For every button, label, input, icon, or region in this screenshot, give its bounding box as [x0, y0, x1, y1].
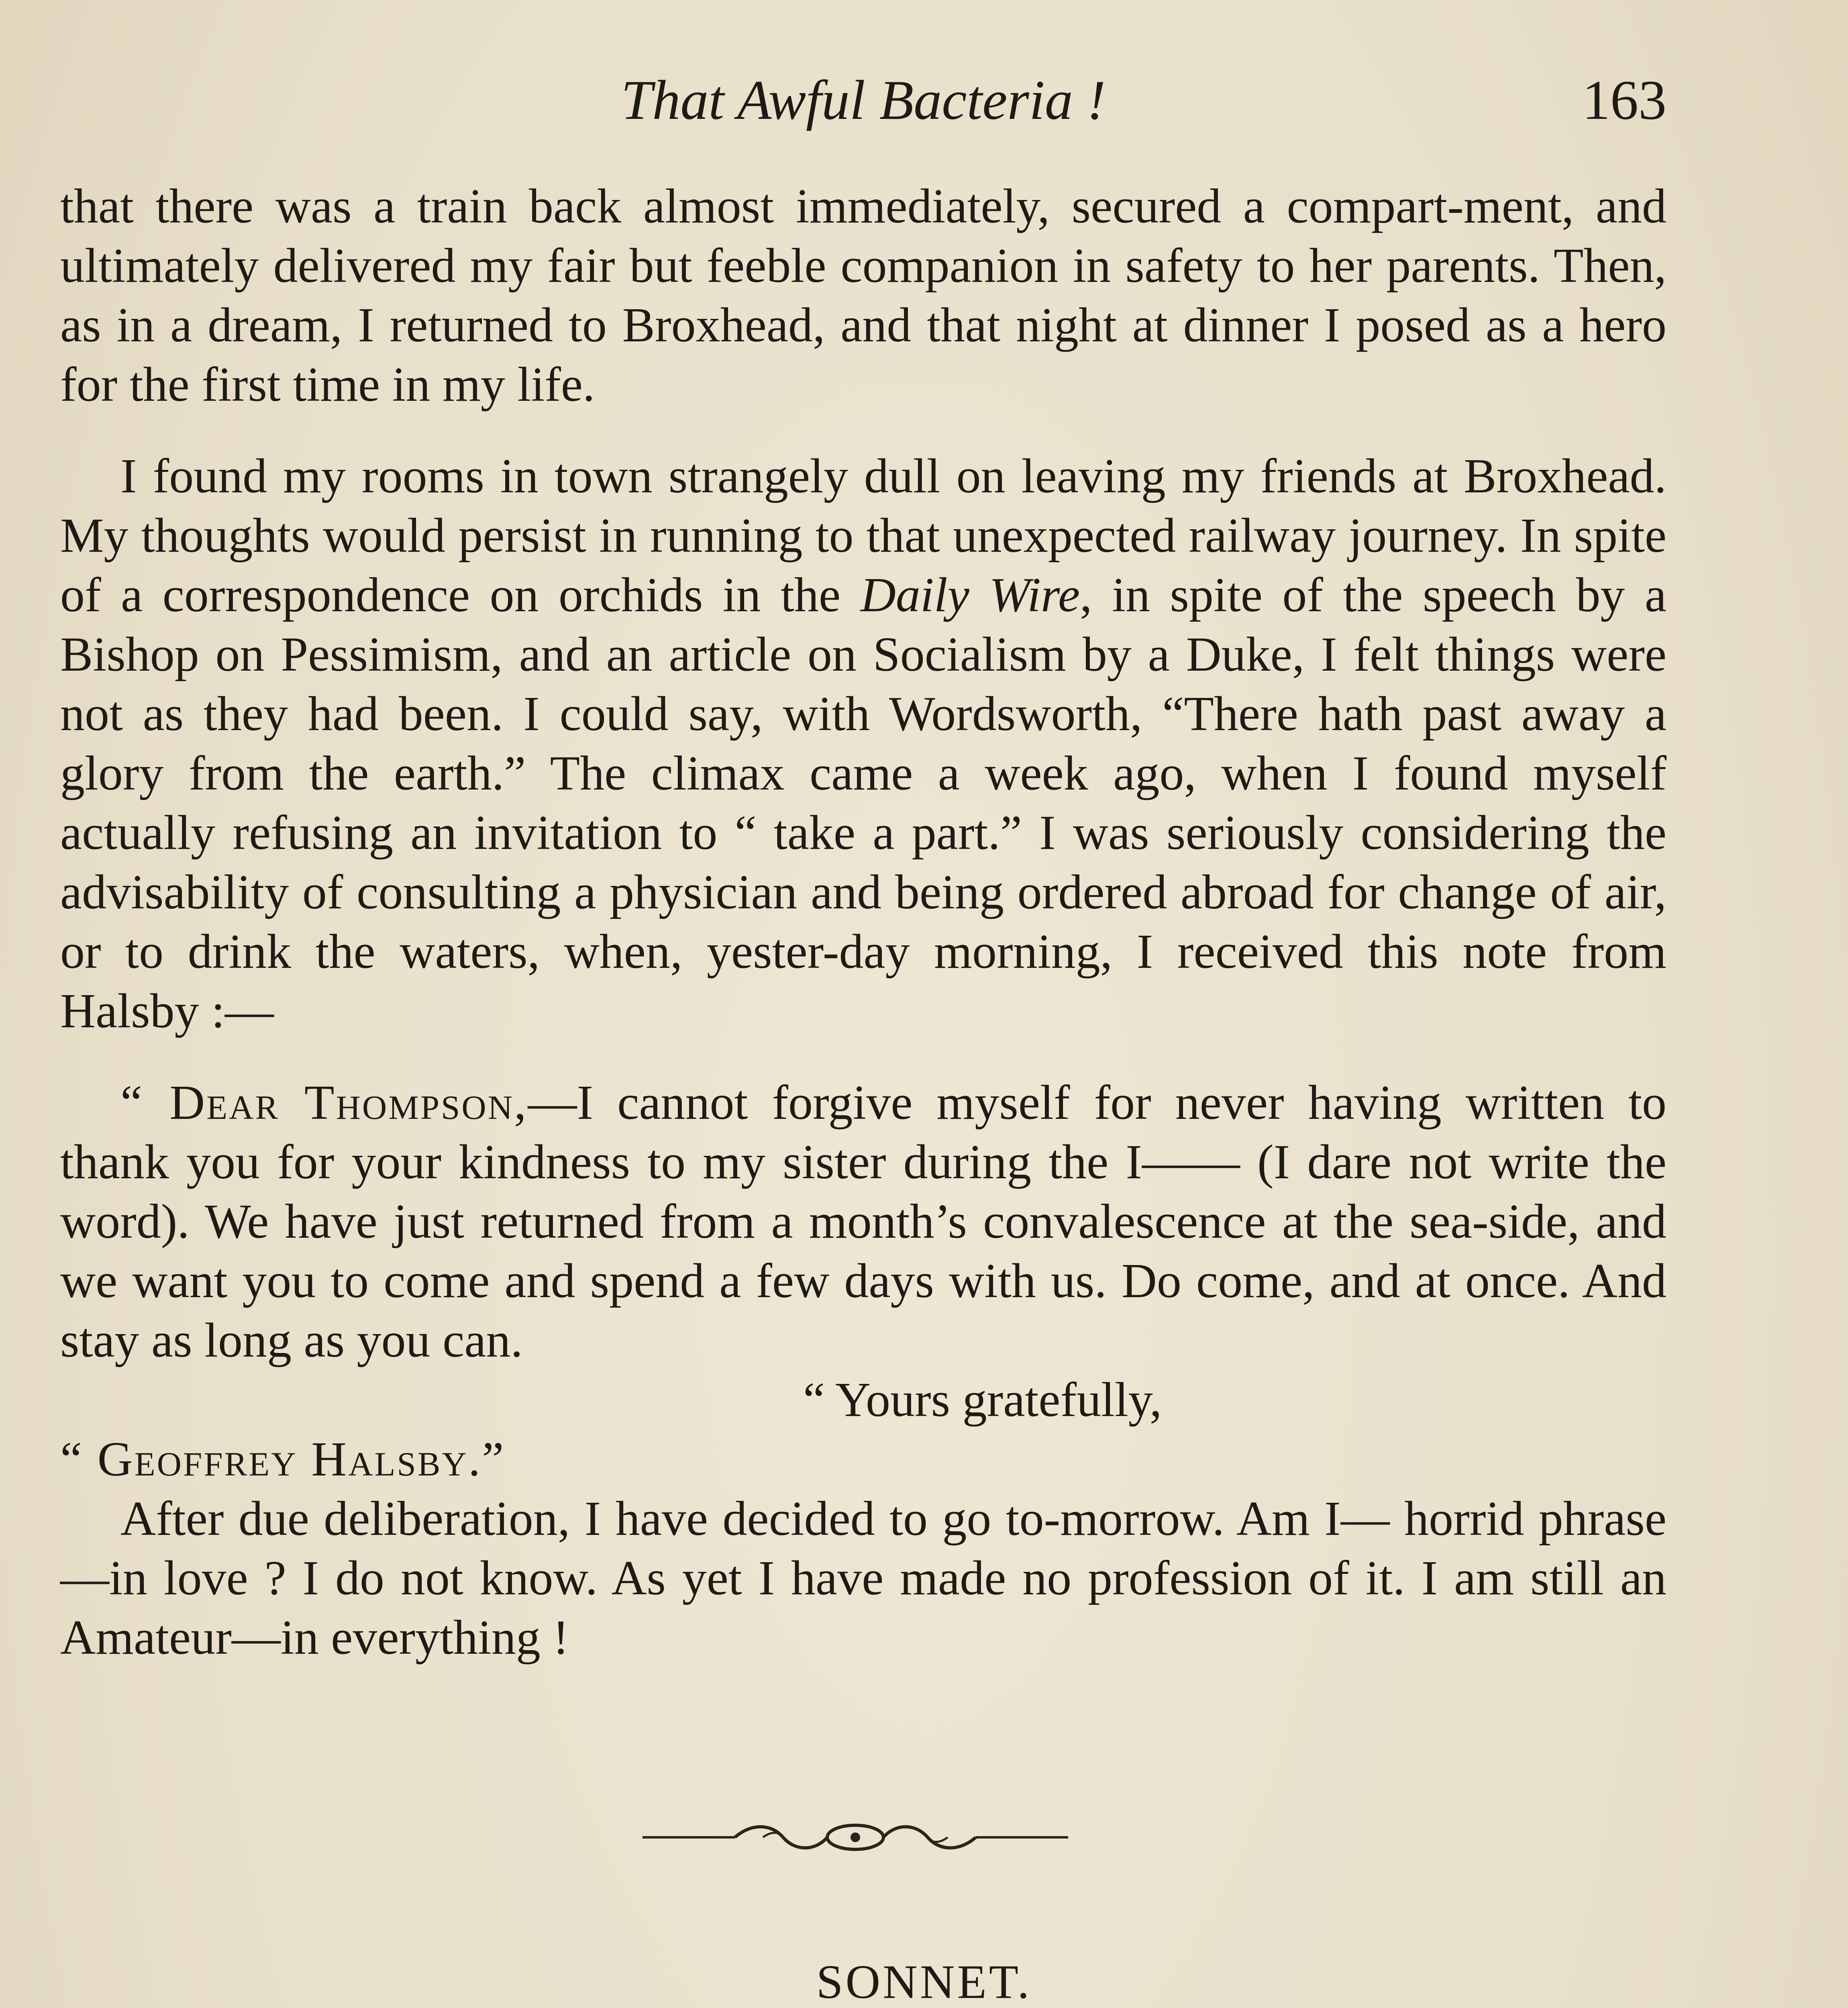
- ornament-divider-icon: [643, 1819, 1068, 1855]
- letter-salutation: “ Dear Thompson,: [120, 1075, 528, 1130]
- letter-body: [60, 1073, 1666, 1370]
- page-number: 163: [1582, 69, 1666, 131]
- paragraph-2: [60, 447, 1666, 1041]
- paragraph-2-part-b: , in spite of the speech by a Bishop on Pessimism, and an article on Socialism by a Duke, I felt things were not as they had been. I could say, with Wordsworth, “There hath past away a glory from the earth.” The climax came a week ago, when I found myself actually refusing an invitation to “ take a part.” I was seriously considering the advisability of consulting a physician and being ordered abroad for change of air, or to drink the waters, when, yester-day morning, I received this note from Halsby :—: [60, 568, 1667, 1038]
- paragraph-3: After due deliberation, I have decided to go to-morrow. Am I— horrid phrase—in love ? I do not know. As yet I have made no profession of it. I am still an Amateur—in everything !: [60, 1492, 1666, 1665]
- paragraph-1: that there was a train back almost immediately, secured a compart-ment, and ultimately delivered my fair but feeble companion in safety to her parents. Then, as in a dream, I returned to Broxhead, and that night at dinner I posed as a hero for the first time in my life.: [60, 179, 1666, 412]
- poem-title: SONNET.: [816, 1955, 1032, 2008]
- paragraph-2-part-a: I found my rooms in town strangely dull on leaving my friends at Broxhead. My thoughts would persist in running to that unexpected railway journey. In spite of a correspondence on orchids in the: [60, 449, 1666, 622]
- letter-closing: “ Yours gratefully,: [803, 1373, 1162, 1427]
- newspaper-title: Daily Wire: [860, 568, 1080, 622]
- running-title: That Awful Bacteria !: [621, 69, 1106, 131]
- story-text: [60, 177, 1666, 1667]
- page-header: [60, 60, 1666, 141]
- letter-signature: “ Geoffrey Halsby.”: [60, 1432, 506, 1486]
- letter-text: —I cannot forgive myself for never having written to thank you for your kindness to my sister during the I—— (I dare not write the word). We have just returned from a month’s convalescence at the sea-side, and we want you to come and spend a few days with us. Do come, and at once. And stay as long as you can.: [60, 1075, 1666, 1367]
